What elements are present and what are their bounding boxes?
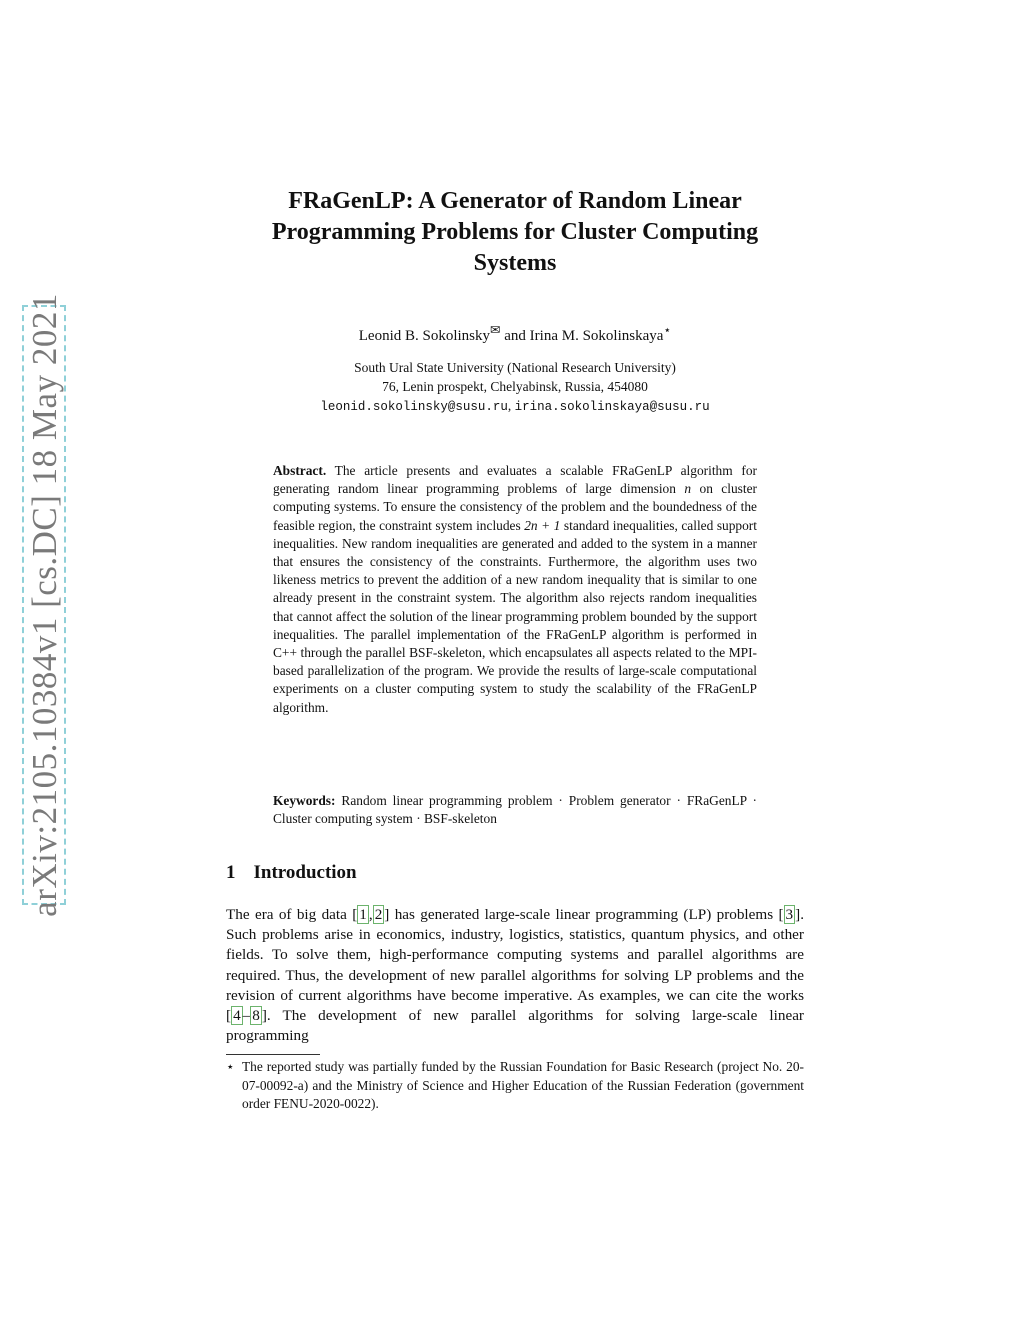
citation-link[interactable]: 4 [233, 1007, 241, 1025]
intro-text-4: . The development of new parallel algorithms for solving large-scale linear programming [226, 1007, 804, 1045]
abstract-text-c: standard inequalities, called support inequalities. New random inequalities are generated and added to the system in a manner that ensures the consistency of the constraints. Furthermore, the algorithm uses two likeness metrics to prevent the addition of a new random inequality that is similar to one already present in the constraint system. The algorithm also rejects random inequalities that cannot affect the solution of the linear programming problem bounded by the support inequalities. The parallel implementation of the FRaGenLP algorithm is performed in C++ through the parallel BSF-skeleton, which encapsulates all aspects related to the MPI-based parallelization of the program. We provide the results of large-scale computational experiments on a cluster computing system to study the scalability of the FRaGenLP algorithm. [273, 517, 757, 715]
title-line-2: Programming Problems for Cluster Computing [271, 219, 759, 245]
section-heading [226, 862, 357, 884]
section-title: Introduction [253, 862, 357, 883]
intro-text-1: The era of big data [226, 906, 347, 923]
footnote [226, 1058, 804, 1114]
abstract [273, 462, 757, 717]
corresponding-mail-icon: ✉ [490, 323, 501, 337]
footnote-divider [226, 1054, 320, 1055]
abstract-expression: 2n + 1 [524, 517, 561, 533]
footnote-text: The reported study was partially funded by the Russian Foundation for Basic Research (project No. 20-07-00092-a) and the Ministry of Science and Higher Education of the Russian Federation (government order FENU-2020-0022). [242, 1059, 804, 1112]
citation-separator: , [368, 906, 373, 923]
affiliation-institution: South Ural State University (National Research University) [354, 360, 676, 375]
citation-link[interactable]: 1 [359, 906, 367, 923]
author-conjunction: and [504, 328, 526, 344]
keywords-label: Keywords: [273, 793, 336, 808]
email-separator: , [507, 398, 512, 413]
keywords-text: Random linear programming problem · Problem generator · FRaGenLP · Cluster computing system · BSF-skeleton [273, 793, 757, 827]
email-1[interactable]: leonid.sokolinsky@susu.ru [320, 400, 508, 414]
footnote-mark: ⋆ [226, 1059, 235, 1074]
affiliation-emails [220, 396, 810, 417]
author-1: Leonid B. Sokolinsky [358, 328, 491, 344]
intro-text-2: has generated large-scale linear programming (LP) problems [394, 906, 774, 923]
affiliation-address: 76, Lenin prospekt, Chelyabinsk, Russia, 454080 [382, 379, 648, 394]
keywords [273, 792, 757, 828]
abstract-text-b: on cluster computing systems. To ensure the consistency of the problem and the boundedness of the feasible region, the constraint system includes [273, 481, 757, 533]
abstract-text-a: The article presents and evaluates a scalable FRaGenLP algorithm for generating random linear programming problems of large dimension [273, 463, 757, 497]
abstract-label: Abstract. [273, 463, 327, 478]
author-2: Irina M. Sokolinskaya [529, 328, 664, 344]
section-number: 1 [226, 862, 236, 883]
abstract-var-n: n [684, 481, 692, 497]
title-line-1: FRaGenLP: A Generator of Random Linear [288, 188, 742, 214]
arxiv-identifier[interactable]: arXiv:2105.10384v1 [cs.DC] 18 May 2021 [25, 293, 64, 917]
author-list [220, 322, 810, 345]
footnote-star-mark: ⋆ [663, 323, 672, 337]
intro-text-3: . Such problems arise in economics, industry, logistics, statistics, quantum physics, and other fields. To solve them, high-performance computing systems and parallel algorithms are required. Thus, the development of new parallel algorithms for solving LP problems and the revision of current algorithms have become imperative. As examples, we can cite the works [226, 906, 804, 1004]
email-2[interactable]: irina.sokolinskaya@susu.ru [514, 400, 710, 414]
title-line-3: Systems [473, 250, 557, 276]
citation-link[interactable]: 2 [374, 906, 383, 923]
citation-link[interactable]: 3 [785, 906, 794, 923]
paper-title [220, 186, 810, 279]
citation-link[interactable]: 8 [252, 1007, 260, 1025]
citation-separator: – [242, 1007, 251, 1025]
affiliation [220, 358, 810, 417]
intro-paragraph: The era of big data [ 1 , 2 ] has generated large-scale linear programming (LP) problems [ 3 ]. Such problems arise in economics, industry, logistics, statistics, quantum physics, and other fields. To solve them, high-performance computing systems and parallel algorithms are required. Thus, the development of new parallel algorithms for solving LP problems and the revision of current algorithms have become imperative. As examples, we can cite the works [ 4 – 8 ]. The development of new parallel algorithms for solving large-scale linear programming [226, 906, 804, 1045]
